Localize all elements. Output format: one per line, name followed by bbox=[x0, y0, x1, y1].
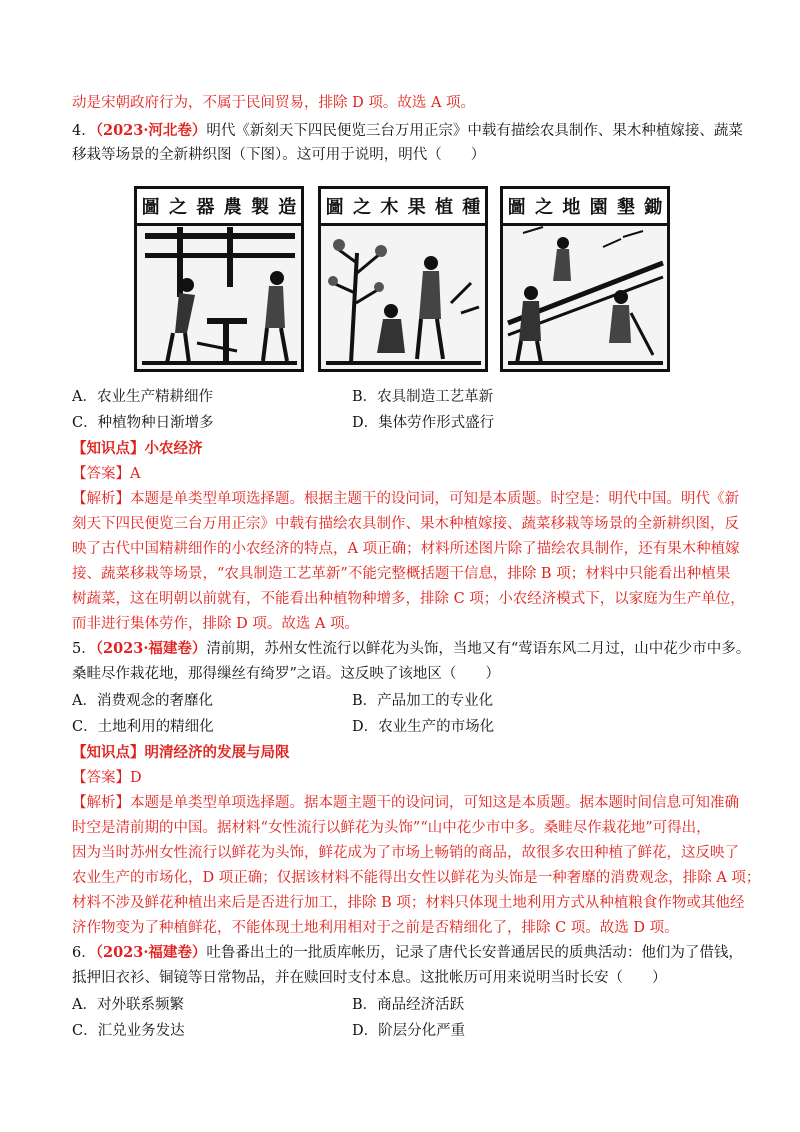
q4-option-b: B．农具制造工艺革新 bbox=[352, 389, 494, 405]
title-char: 之 bbox=[534, 197, 553, 218]
fruit-grafting-scene bbox=[321, 223, 485, 369]
gengzhi-woodcut-images bbox=[134, 186, 670, 372]
q4-option-d: D．集体劳作形式盛行 bbox=[352, 415, 495, 431]
title-char: 果 bbox=[407, 197, 426, 218]
title-char: 鋤 bbox=[644, 197, 663, 218]
q6-text1: 吐鲁番出土的一批质库帐历，记录了唐代长安普通居民的质典活动：他们为了借钱， bbox=[206, 945, 743, 961]
woodcut-fruit-grafting bbox=[318, 186, 488, 372]
answer-value: D bbox=[130, 770, 142, 786]
q4-text1: 明代《新刻天下四民便览三台万用正宗》中载有描绘农具制作、果木种植嫁接、蔬菜 bbox=[206, 123, 743, 139]
q5-knowledge-point bbox=[72, 742, 732, 764]
title-char: 圖 bbox=[507, 197, 526, 218]
q6-option-d: D．阶层分化严重 bbox=[352, 1023, 466, 1039]
title-char: 木 bbox=[380, 197, 399, 218]
q6-option-a: A．对外联系频繁 bbox=[72, 997, 184, 1013]
title-char: 植 bbox=[434, 197, 453, 218]
q6-source: （2023·福建卷） bbox=[95, 944, 207, 961]
q5-explanation-6: 济作物变为了种植鲜花，不能体现土地利用相对于之前是否精细化了，排除 C 项。故选 D 项。 bbox=[72, 920, 679, 936]
woodcut-tool-making bbox=[134, 186, 304, 372]
q5-text1: 清前期，苏州女性流行以鲜花为头饰，当地又有“莺语东风二月过，山中花少市中多。 bbox=[206, 641, 751, 657]
kp-value: 明清经济的发展与局限 bbox=[144, 744, 290, 761]
q5-option-a: A．消费观念的奢靡化 bbox=[72, 693, 213, 709]
q5-option-c: C．土地利用的精细化 bbox=[72, 719, 214, 735]
q5-explanation-2: 时空是清前期的中国。据材料“女性流行以鲜花为头饰”“山中花少市中多。桑畦尽作栽花地”可得出， bbox=[72, 820, 711, 836]
kp-value: 小农经济 bbox=[144, 440, 203, 457]
title-char: 之 bbox=[168, 197, 187, 218]
q4-explanation-1: 【解析】本题是单类型单项选择题。根据主题干的设问词，可知是本质题。时空是：明代中国。明代《新 bbox=[72, 491, 739, 507]
woodcut-title-3 bbox=[503, 189, 667, 226]
q4-stem-line2: 移栽等场景的全新耕织图（下图）。这可用于说明，明代（ ） bbox=[72, 147, 486, 163]
title-char: 農 bbox=[223, 197, 242, 218]
q5-stem-line1 bbox=[72, 638, 751, 660]
q4-number: 4． bbox=[72, 123, 96, 139]
q6-option-c: C．汇兑业务发达 bbox=[72, 1023, 185, 1039]
title-char: 製 bbox=[250, 197, 269, 218]
q4-explanation-5: 树蔬菜，这在明朝以前就有，不能看出种植物种增多，排除 C 项；小农经济模式下，以家庭为生产单位， bbox=[72, 591, 745, 607]
q6-stem-line1 bbox=[72, 942, 743, 964]
kp-label: 【知识点】 bbox=[72, 440, 145, 457]
title-char: 種 bbox=[462, 197, 481, 218]
q6-number: 6． bbox=[72, 945, 96, 961]
title-char: 園 bbox=[589, 197, 608, 218]
q5-stem-line2: 桑畦尽作栽花地，那得缫丝有绮罗”之语。这反映了该地区（ ） bbox=[72, 666, 500, 682]
woodcut-title-2 bbox=[321, 189, 485, 226]
q5-explanation-3: 因为当时苏州女性流行以鲜花为头饰，鲜花成为了市场上畅销的商品，故很多农田种植了鲜花，这反映了 bbox=[72, 845, 739, 861]
garden-hoeing-scene bbox=[503, 223, 667, 369]
answer-label: 【答案】 bbox=[72, 770, 130, 786]
answer-value: A bbox=[130, 466, 141, 482]
q4-explanation-4: 接、蔬菜移栽等场景，“农具制造工艺革新”不能完整概括题干信息，排除 B 项；材料中只能看出种植果 bbox=[72, 566, 731, 582]
q4-answer bbox=[72, 463, 732, 485]
q4-source: （2023·河北卷） bbox=[95, 122, 207, 139]
woodcut-garden-hoeing bbox=[500, 186, 670, 372]
tool-making-scene bbox=[137, 223, 301, 369]
title-char: 器 bbox=[196, 197, 215, 218]
prev-explanation-tail: 动是宋朝政府行为，不属于民间贸易，排除 D 项。故选 A 项。 bbox=[72, 95, 476, 111]
title-char: 墾 bbox=[616, 197, 635, 218]
title-char: 地 bbox=[562, 197, 581, 218]
title-char: 圖 bbox=[325, 197, 344, 218]
answer-label: 【答案】 bbox=[72, 466, 130, 482]
woodcut-title-1 bbox=[137, 189, 301, 226]
q4-explanation-6: 而非进行集体劳作，排除 D 项。故选 A 项。 bbox=[72, 616, 360, 632]
q5-option-b: B．产品加工的专业化 bbox=[352, 693, 494, 709]
title-char: 之 bbox=[352, 197, 371, 218]
q4-explanation-3: 映了古代中国精耕细作的小农经济的特点，A 项正确；材料所述图片除了描绘农具制作，还有果木种植嫁 bbox=[72, 541, 740, 557]
q4-stem-line1 bbox=[72, 120, 743, 142]
q5-number: 5． bbox=[72, 641, 96, 657]
q5-explanation-5: 材料不涉及鲜花种植出来后是否进行加工，排除 B 项；材料只体现土地利用方式从种植粮食作物或其他经 bbox=[72, 895, 745, 911]
q5-explanation-1: 【解析】本题是单类型单项选择题。据本题主题干的设问词，可知这是本质题。据本题时间信息可知准确 bbox=[72, 795, 739, 811]
q4-knowledge-point bbox=[72, 438, 732, 460]
kp-label: 【知识点】 bbox=[72, 744, 145, 761]
q6-option-b: B．商品经济活跃 bbox=[352, 997, 465, 1013]
q5-option-d: D．农业生产的市场化 bbox=[352, 719, 495, 735]
title-char: 造 bbox=[278, 197, 297, 218]
q4-option-a: A．农业生产精耕细作 bbox=[72, 389, 213, 405]
title-char: 圖 bbox=[141, 197, 160, 218]
q5-answer bbox=[72, 767, 732, 789]
q4-explanation-2: 刻天下四民便览三台万用正宗》中载有描绘农具制作、果木种植嫁接、蔬菜移栽等场景的全新耕织图，反 bbox=[72, 516, 739, 532]
q6-stem-line2: 抵押旧衣衫、铜镜等日常物品，并在赎回时支付本息。这批帐历可用来说明当时长安（ ） bbox=[72, 970, 667, 986]
q5-source: （2023·福建卷） bbox=[95, 640, 207, 657]
q5-explanation-4: 农业生产的市场化，D 项正确；仅据该材料不能得出女性以鲜花为头饰是一种奢靡的消费观念，排除 A 项； bbox=[72, 870, 761, 886]
q4-option-c: C．种植物种日渐增多 bbox=[72, 415, 214, 431]
